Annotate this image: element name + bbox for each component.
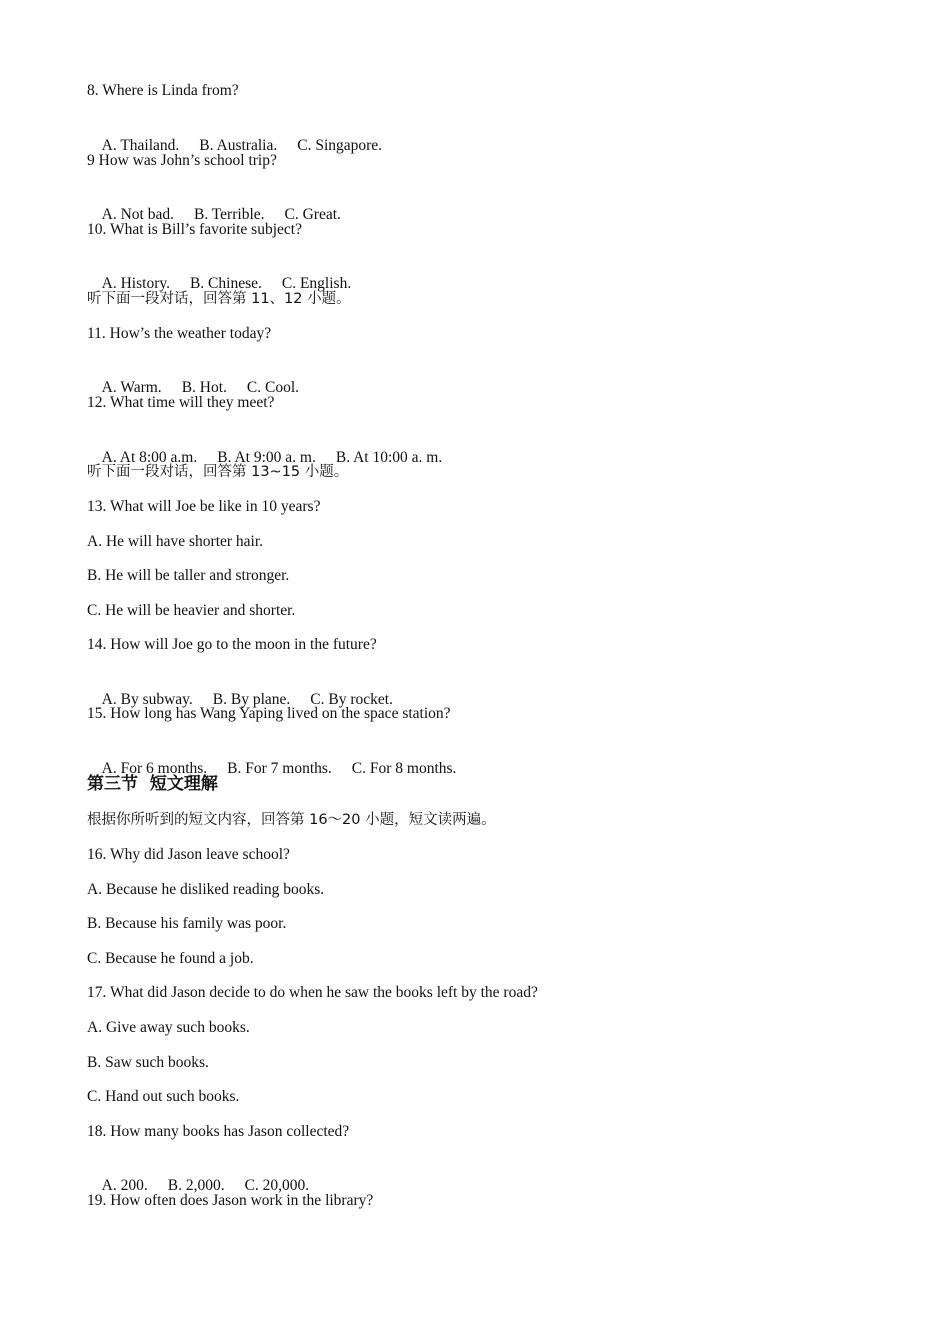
- option-b: B. At 9:00 a. m.: [217, 449, 316, 466]
- option-b: B. Hot.: [181, 379, 227, 396]
- question-14: 14. How will Joe go to the moon in the future?: [87, 636, 377, 653]
- option-b: B. For 7 months.: [227, 760, 332, 777]
- option-a: A. 200.: [101, 1177, 148, 1194]
- option-b: B. Terrible.: [193, 206, 265, 223]
- option-16a: A. Because he disliked reading books.: [87, 881, 325, 898]
- question-8: 8. Where is Linda from?: [87, 82, 239, 99]
- option-17b: B. Saw such books.: [87, 1054, 209, 1071]
- option-a: A. By subway.: [101, 691, 193, 708]
- option-c: C. Great.: [284, 206, 341, 223]
- option-c: C. For 8 months.: [351, 760, 457, 777]
- question-15: 15. How long has Wang Yaping lived on the space station?: [87, 705, 451, 722]
- option-c: B. At 10:00 a. m.: [335, 449, 443, 466]
- question-11: 11. How’s the weather today?: [87, 325, 272, 342]
- instruction-16-20: 根据你所听到的短文内容，回答第 16～20 小题，短文读两遍。: [87, 812, 496, 828]
- option-a: A. Thailand.: [101, 137, 180, 154]
- option-13b: B. He will be taller and stronger.: [87, 567, 290, 584]
- option-b: B. 2,000.: [167, 1177, 225, 1194]
- option-c: C. 20,000.: [244, 1177, 310, 1194]
- section-heading: 第三节 短文理解: [87, 774, 218, 794]
- question-18: 18. How many books has Jason collected?: [87, 1123, 350, 1140]
- question-12: 12. What time will they meet?: [87, 394, 275, 411]
- option-b: B. Chinese.: [189, 275, 262, 292]
- option-16b: B. Because his family was poor.: [87, 915, 287, 932]
- option-b: B. Australia.: [199, 137, 278, 154]
- option-a: A. At 8:00 a.m.: [101, 449, 198, 466]
- option-a: A. History.: [101, 275, 170, 292]
- option-17a: A. Give away such books.: [87, 1019, 250, 1036]
- option-13c: C. He will be heavier and shorter.: [87, 602, 296, 619]
- question-19: 19. How often does Jason work in the library?: [87, 1192, 374, 1209]
- question-10: 10. What is Bill’s favorite subject?: [87, 221, 302, 238]
- option-c: C. Cool.: [246, 379, 300, 396]
- instruction-11-12: 听下面一段对话，回答第 11、12 小题。: [87, 291, 351, 307]
- instruction-13-15: 听下面一段对话，回答第 13~15 小题。: [87, 464, 349, 480]
- option-b: B. By plane.: [212, 691, 291, 708]
- option-c: C. By rocket.: [310, 691, 393, 708]
- option-c: C. Singapore.: [297, 137, 383, 154]
- question-16: 16. Why did Jason leave school?: [87, 846, 290, 863]
- question-17: 17. What did Jason decide to do when he saw the books left by the road?: [87, 984, 538, 1001]
- option-17c: C. Hand out such books.: [87, 1088, 240, 1105]
- option-16c: C. Because he found a job.: [87, 950, 254, 967]
- option-c: C. English.: [281, 275, 352, 292]
- question-13: 13. What will Joe be like in 10 years?: [87, 498, 321, 515]
- option-a: A. Warm.: [101, 379, 162, 396]
- option-13a: A. He will have shorter hair.: [87, 533, 264, 550]
- option-a: A. Not bad.: [101, 206, 174, 223]
- question-9: 9 How was John’s school trip?: [87, 152, 277, 169]
- option-a: A. For 6 months.: [101, 760, 208, 777]
